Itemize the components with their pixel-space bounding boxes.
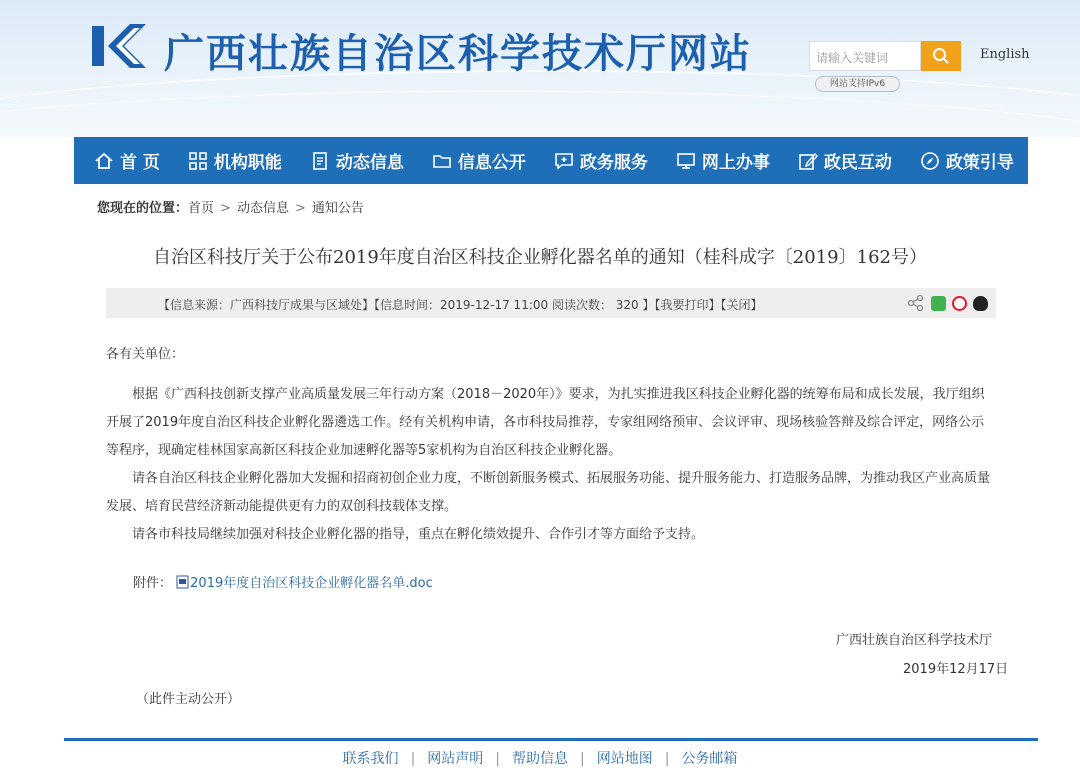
chat-plus-icon	[554, 151, 574, 171]
search-button[interactable]	[921, 41, 961, 71]
site-title[interactable]: 广西壮族自治区科学技术厅网站	[164, 31, 752, 77]
article-paragraph: 根据《广西科技创新支撑产业高质量发展三年行动方案（2018－2020年）》要求，为扎实推进我区科技企业孵化器的统筹布局和成长发展，我厅组织开展了2019年度自治区科技企业孵化器遴选工作。经有关机构申请，各市科技局推荐，专家组网络预审、会议评审、现场核验答辩及综合评定，网络公示等程序，现确定桂林国家高新区科技企业加速孵化器等5家机构为自治区科技企业孵化器。	[106, 387, 985, 458]
attachment-label: 附件：	[133, 576, 173, 591]
breadcrumb-link-home[interactable]: 首页	[188, 201, 215, 216]
nav-item-home[interactable]	[94, 148, 160, 173]
article-paragraph: 请各自治区科技企业孵化器加大发掘和招商初创企业力度，不断创新服务模式、拓展服务功能、提升服务能力、打造服务品牌，为推动我区产业高质量发展、培育民营经济新动能提供更有力的双创科技载体支撑。	[106, 471, 991, 514]
footer-link-statement[interactable]: 网站声明	[427, 751, 484, 767]
public-disclosure-note: （此件主动公开）	[136, 692, 241, 707]
search-icon	[932, 47, 950, 65]
article-body	[106, 341, 996, 549]
footer-link-sitemap[interactable]: 网站地图	[596, 751, 653, 767]
share-toolbar	[907, 294, 988, 312]
main-nav	[74, 137, 1028, 184]
nav-item-label: 动态信息	[335, 153, 404, 173]
doc-file-icon	[176, 575, 190, 589]
breadcrumb-separator: >	[220, 201, 231, 216]
footer-links	[0, 748, 1080, 768]
breadcrumb-label: 您现在的位置：	[97, 201, 189, 216]
attachment-link[interactable]: 2019年度自治区科技企业孵化器名单.doc	[190, 576, 433, 591]
nav-item-label: 政务服务	[579, 153, 648, 173]
footer-link-contact[interactable]: 联系我们	[342, 751, 399, 767]
signature-organization: 广西壮族自治区科学技术厅	[836, 633, 993, 648]
article-paragraph: 请各市科技局继续加强对科技企业孵化器的指导，重点在孵化绩效提升、合作引才等方面给予支持。	[132, 527, 705, 542]
footer-link-help[interactable]: 帮助信息	[512, 751, 568, 767]
wechat-icon[interactable]	[931, 296, 946, 311]
article-meta-text[interactable]: 【信息来源：广西科技厅成果与区域处】【信息时间：2019-12-17 11:00 阅读次数： 320 】【我要打印】【关闭】	[158, 298, 763, 312]
weibo-icon[interactable]	[952, 296, 967, 311]
monitor-icon	[676, 151, 696, 171]
nav-item-label: 首 页	[120, 153, 160, 173]
folder-icon	[432, 151, 452, 171]
search-input[interactable]: 请输入关键词	[809, 41, 921, 71]
site-logo[interactable]	[90, 22, 152, 70]
breadcrumb-link-notices[interactable]: 通知公告	[311, 201, 364, 216]
footer-separator: |	[495, 751, 500, 767]
document-icon	[310, 151, 330, 171]
breadcrumb	[97, 197, 364, 216]
english-link[interactable]: English	[980, 47, 1030, 62]
compass-icon	[920, 151, 940, 171]
edit-icon	[798, 151, 818, 171]
breadcrumb-separator: >	[294, 201, 306, 216]
nav-item-label: 网上办事	[701, 153, 770, 173]
nav-item-label: 政策引导	[945, 153, 1014, 173]
article-title: 自治区科技厅关于公布2019年度自治区科技企业孵化器名单的通知（桂科成字〔2019〕162号）	[153, 247, 927, 268]
home-icon	[94, 151, 114, 171]
footer-separator: |	[664, 751, 670, 767]
footer-divider	[64, 738, 1038, 741]
article-meta-bar	[106, 288, 996, 318]
nav-item-news[interactable]	[310, 148, 404, 173]
nav-item-policy-guide[interactable]	[920, 148, 1014, 173]
grid-icon	[188, 151, 208, 171]
nav-item-public-interaction[interactable]	[798, 148, 892, 173]
nav-item-info-disclosure[interactable]	[432, 148, 526, 173]
footer-separator: |	[410, 751, 416, 767]
nav-item-label: 机构职能	[213, 153, 282, 173]
nav-item-label: 政民互动	[823, 153, 892, 173]
ipv6-badge: 网站支持IPv6	[815, 76, 900, 92]
salutation: 各有关单位：	[106, 347, 185, 362]
footer-link-email[interactable]: 公务邮箱	[681, 751, 738, 767]
footer-separator: |	[580, 751, 585, 767]
signature-date: 2019年12月17日	[903, 662, 1009, 677]
qq-icon[interactable]	[973, 296, 988, 311]
attachment-row	[133, 572, 433, 591]
nav-item-gov-services[interactable]	[554, 148, 648, 173]
share-icon[interactable]	[907, 294, 925, 312]
nav-item-label: 信息公开	[457, 153, 526, 173]
nav-item-online-services[interactable]	[676, 148, 770, 173]
nav-item-organization[interactable]	[188, 148, 282, 173]
breadcrumb-link-news[interactable]: 动态信息	[236, 201, 289, 216]
